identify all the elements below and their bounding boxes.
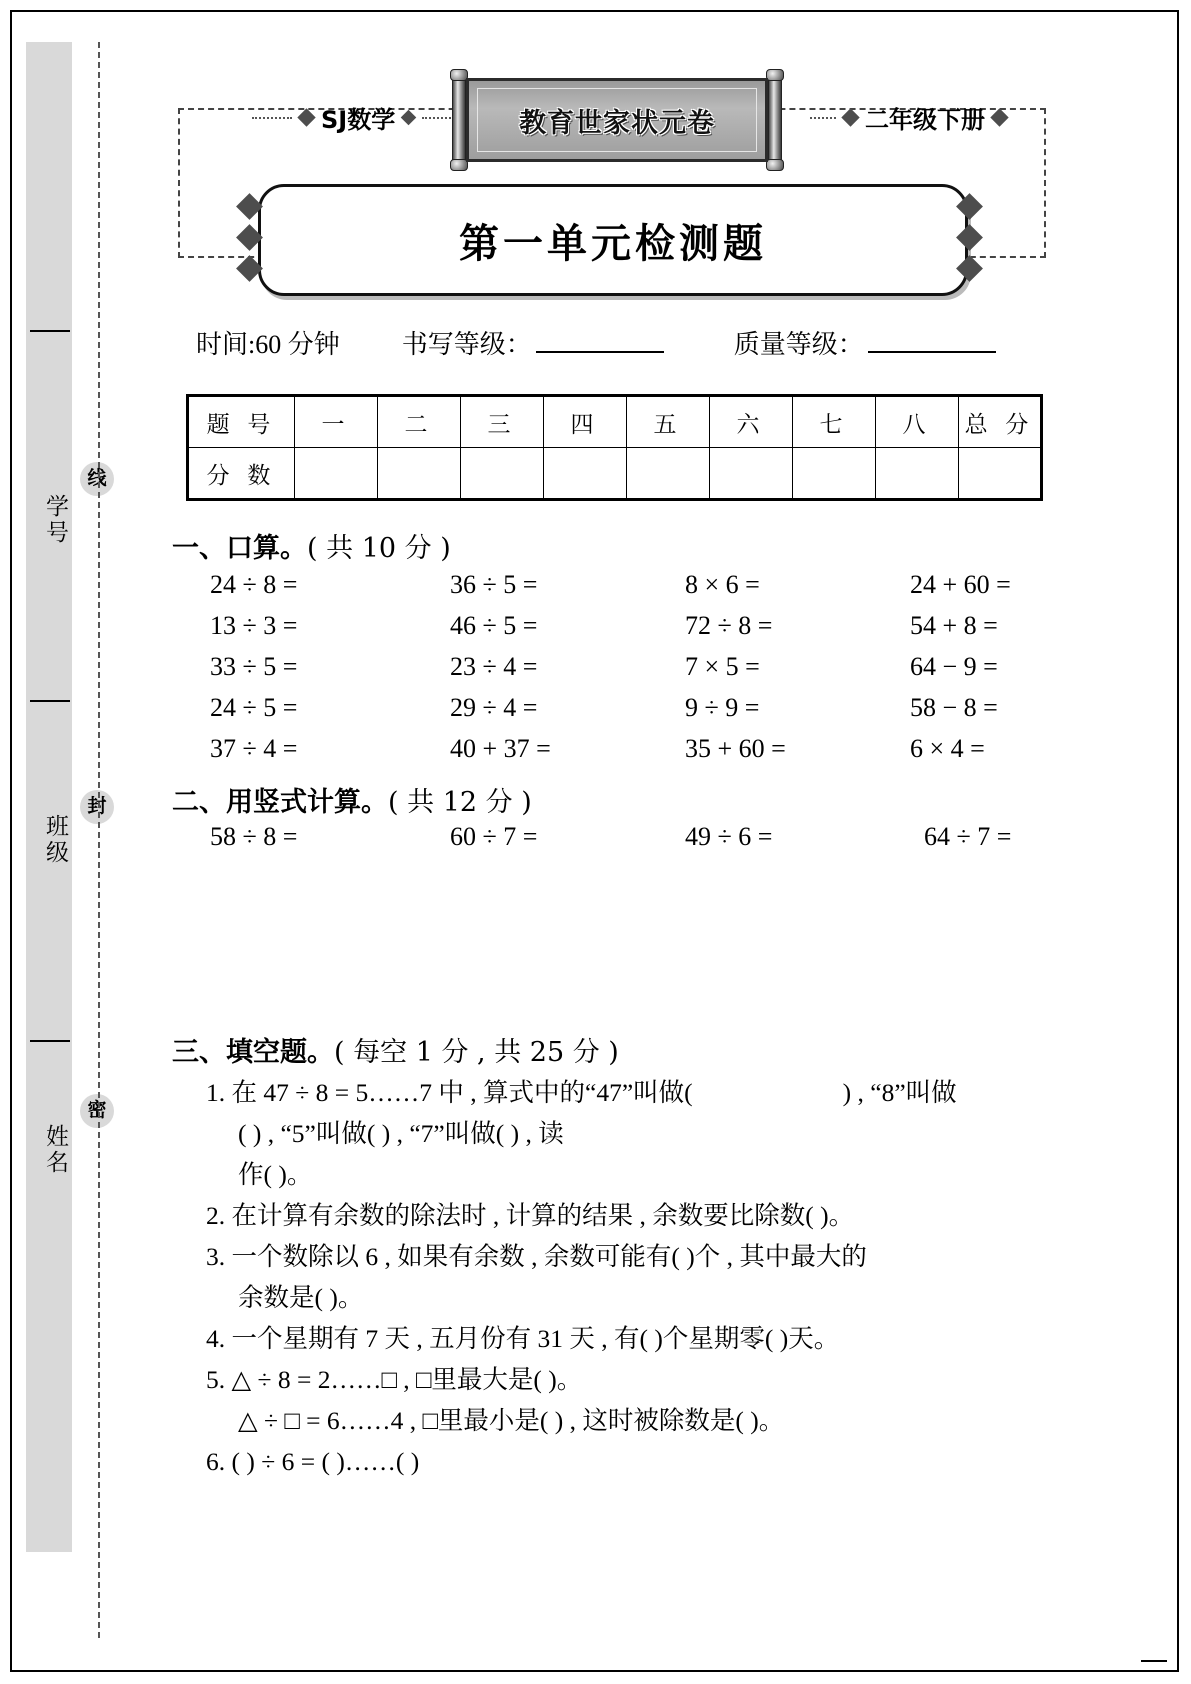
handwriting-grade-label: 书写等级： bbox=[401, 330, 532, 359]
question-2-line-1 bbox=[206, 1195, 1046, 1236]
section-1-points: ( 共 10 分 ) bbox=[307, 533, 451, 564]
oral-problem: 24 ÷ 5 = bbox=[210, 693, 298, 722]
grade-tag-label: 二年级下册 bbox=[865, 106, 985, 134]
section-3-number: 三、 bbox=[172, 1037, 226, 1068]
section-2-problem-row bbox=[210, 822, 1110, 852]
diamond-icon bbox=[236, 193, 263, 220]
section-2-number: 二、 bbox=[172, 787, 226, 818]
sidebar-field-name: 姓名 bbox=[43, 1124, 68, 1176]
time-limit: 时间:60 分钟 bbox=[196, 330, 340, 359]
diamond-stack-left bbox=[240, 194, 259, 281]
question-5-line-1 bbox=[206, 1359, 1046, 1400]
score-table-row-label: 题 号 bbox=[188, 396, 295, 448]
score-col-7: 七 bbox=[793, 396, 876, 448]
quality-grade-blank[interactable] bbox=[868, 350, 996, 353]
question-3-line-2: 余数是( )。 bbox=[238, 1283, 364, 1312]
score-col-5: 五 bbox=[627, 396, 710, 448]
fill-blank-question-4 bbox=[206, 1318, 1046, 1359]
name-rule bbox=[30, 1040, 70, 1042]
score-cell-8[interactable] bbox=[876, 448, 959, 500]
diamond-icon bbox=[297, 108, 315, 126]
seal-dashed-line bbox=[98, 42, 100, 1638]
score-table-row-label: 分 数 bbox=[188, 448, 295, 500]
fill-blank-question-3 bbox=[206, 1236, 1046, 1318]
question-2-number: 2. bbox=[206, 1201, 226, 1230]
oral-problem: 46 ÷ 5 = bbox=[450, 611, 538, 640]
oral-problem: 7 × 5 = bbox=[685, 652, 760, 681]
page-title: 第一单元检测题 bbox=[459, 219, 767, 267]
dot-leader-left bbox=[810, 117, 836, 119]
score-cell-5[interactable] bbox=[627, 448, 710, 500]
diamond-icon bbox=[956, 224, 983, 251]
seal-badge-line: 线 bbox=[80, 462, 114, 496]
question-4-number: 4. bbox=[206, 1324, 226, 1353]
question-1-line-1 bbox=[206, 1072, 1046, 1113]
oral-problem: 36 ÷ 5 = bbox=[450, 570, 538, 599]
paper-title-plate bbox=[258, 184, 968, 296]
diamond-stack-right bbox=[960, 194, 979, 281]
quality-grade-label: 质量等级： bbox=[733, 330, 864, 359]
table-row-header bbox=[188, 396, 1042, 448]
oral-problem: 29 ÷ 4 = bbox=[450, 693, 538, 722]
oral-problem: 40 + 37 = bbox=[450, 734, 551, 763]
score-cell-6[interactable] bbox=[710, 448, 793, 500]
diamond-icon bbox=[956, 255, 983, 282]
subject-tag bbox=[252, 100, 462, 135]
section-2-points: ( 共 12 分 ) bbox=[388, 787, 532, 818]
diamond-icon bbox=[990, 108, 1008, 126]
score-cell-1[interactable] bbox=[295, 448, 378, 500]
question-4-text: 一个星期有 7 天 , 五月份有 31 天 , 有( )个星期零( )天。 bbox=[231, 1324, 840, 1353]
page-bottom-tick bbox=[1141, 1660, 1167, 1662]
score-cell-2[interactable] bbox=[378, 448, 461, 500]
scroll-knob-icon bbox=[766, 159, 784, 171]
sidebar-field-class: 班级 bbox=[43, 814, 68, 866]
question-5-text-a: △ ÷ 8 = 2……□ , □里最大是( )。 bbox=[231, 1365, 583, 1394]
fill-blank-question-5 bbox=[206, 1359, 1046, 1441]
oral-problem: 33 ÷ 5 = bbox=[210, 652, 298, 681]
section-3-points: ( 每空 1 分 , 共 25 分 ) bbox=[334, 1037, 619, 1068]
oral-problem: 24 ÷ 8 = bbox=[210, 570, 298, 599]
question-5-number: 5. bbox=[206, 1365, 226, 1394]
score-cell-3[interactable] bbox=[461, 448, 544, 500]
question-1-text-a: 在 47 ÷ 8 = 5……7 中 , 算式中的“47”叫做( bbox=[231, 1078, 693, 1107]
section-3-name: 填空题。 bbox=[226, 1037, 334, 1068]
vertical-problem: 64 ÷ 7 = bbox=[924, 822, 1012, 851]
oral-problem: 64 − 9 = bbox=[910, 652, 998, 681]
question-1-line-3: 作( )。 bbox=[238, 1160, 313, 1189]
oral-problem: 35 + 60 = bbox=[685, 734, 786, 763]
diamond-icon bbox=[841, 108, 859, 126]
vertical-problem: 60 ÷ 7 = bbox=[450, 822, 538, 851]
scroll-knob-icon bbox=[766, 69, 784, 81]
diamond-icon bbox=[401, 110, 417, 126]
question-2-text: 在计算有余数的除法时 , 计算的结果 , 余数要比除数( )。 bbox=[231, 1201, 855, 1230]
oral-problem: 8 × 6 = bbox=[685, 570, 760, 599]
section-2-heading bbox=[172, 780, 532, 819]
score-col-6: 六 bbox=[710, 396, 793, 448]
fill-blank-question-6 bbox=[206, 1441, 1046, 1482]
section-3-questions bbox=[206, 1072, 1046, 1482]
question-4-line-1 bbox=[206, 1318, 1046, 1359]
scroll-body bbox=[466, 78, 768, 162]
grade-tag bbox=[810, 100, 1006, 135]
section-1-number: 一、 bbox=[172, 533, 226, 564]
question-1-number: 1. bbox=[206, 1078, 226, 1107]
oral-problem: 9 ÷ 9 = bbox=[685, 693, 760, 722]
question-3-number: 3. bbox=[206, 1242, 226, 1271]
question-6-line-1 bbox=[206, 1441, 1046, 1482]
oral-problem: 24 + 60 = bbox=[910, 570, 1011, 599]
score-col-1: 一 bbox=[295, 396, 378, 448]
handwriting-grade-blank[interactable] bbox=[536, 350, 664, 353]
dot-leader-left bbox=[252, 117, 292, 119]
diamond-icon bbox=[956, 193, 983, 220]
banner-title: 教育世家状元卷 bbox=[519, 107, 715, 139]
table-row-scores bbox=[188, 448, 1042, 500]
vertical-problem: 49 ÷ 6 = bbox=[685, 822, 773, 851]
oral-problem: 6 × 4 = bbox=[910, 734, 985, 763]
scroll-rod-left bbox=[452, 74, 466, 166]
score-cell-4[interactable] bbox=[544, 448, 627, 500]
score-cell-7[interactable] bbox=[793, 448, 876, 500]
score-col-4: 四 bbox=[544, 396, 627, 448]
oral-problem: 23 ÷ 4 = bbox=[450, 652, 538, 681]
scroll-banner bbox=[452, 74, 782, 166]
score-cell-total[interactable] bbox=[959, 448, 1042, 500]
question-1-text-b: ) , “8”叫做 bbox=[842, 1078, 957, 1107]
diamond-icon bbox=[236, 224, 263, 251]
oral-problem: 13 ÷ 3 = bbox=[210, 611, 298, 640]
class-rule bbox=[30, 700, 70, 702]
question-5-line-2: △ ÷ □ = 6……4 , □里最小是( ) , 这时被除数是( )。 bbox=[238, 1406, 785, 1435]
section-1-heading bbox=[172, 526, 451, 565]
question-3-text-a: 一个数除以 6 , 如果有余数 , 余数可能有( )个 , 其中最大的 bbox=[231, 1242, 867, 1271]
score-col-total: 总 分 bbox=[959, 396, 1042, 448]
fill-blank-question-1 bbox=[206, 1072, 1046, 1195]
score-col-2: 二 bbox=[378, 396, 461, 448]
section-3-heading bbox=[172, 1030, 619, 1069]
subject-tag-label: SJ数学 bbox=[321, 106, 396, 134]
question-6-number: 6. bbox=[206, 1447, 226, 1476]
question-6-text: ( ) ÷ 6 = ( )……( ) bbox=[231, 1447, 420, 1476]
oral-problem: 58 − 8 = bbox=[910, 693, 998, 722]
meta-row bbox=[196, 324, 1046, 361]
diamond-icon bbox=[236, 255, 263, 282]
vertical-problem: 58 ÷ 8 = bbox=[210, 822, 298, 851]
header bbox=[170, 56, 1070, 316]
question-1-line-2: ( ) , “5”叫做( ) , “7”叫做( ) , 读 bbox=[238, 1119, 564, 1148]
oral-problem: 72 ÷ 8 = bbox=[685, 611, 773, 640]
fill-blank-question-2 bbox=[206, 1195, 1046, 1236]
section-1-problem-grid bbox=[210, 570, 1110, 775]
section-2-work-area[interactable] bbox=[210, 870, 1040, 1000]
scroll-rod-right bbox=[768, 74, 782, 166]
oral-problem: 54 + 8 = bbox=[910, 611, 998, 640]
section-1-name: 口算。 bbox=[226, 533, 307, 564]
sidebar-field-student-id: 学号 bbox=[43, 494, 68, 546]
student-id-rule bbox=[30, 330, 70, 332]
score-table bbox=[186, 394, 1043, 501]
seal-badge-mi: 密 bbox=[80, 1094, 114, 1128]
question-3-line-1 bbox=[206, 1236, 1046, 1277]
oral-problem: 37 ÷ 4 = bbox=[210, 734, 298, 763]
section-2-name: 用竖式计算。 bbox=[226, 787, 388, 818]
score-col-8: 八 bbox=[876, 396, 959, 448]
score-col-3: 三 bbox=[461, 396, 544, 448]
seal-badge-feng: 封 bbox=[80, 790, 114, 824]
